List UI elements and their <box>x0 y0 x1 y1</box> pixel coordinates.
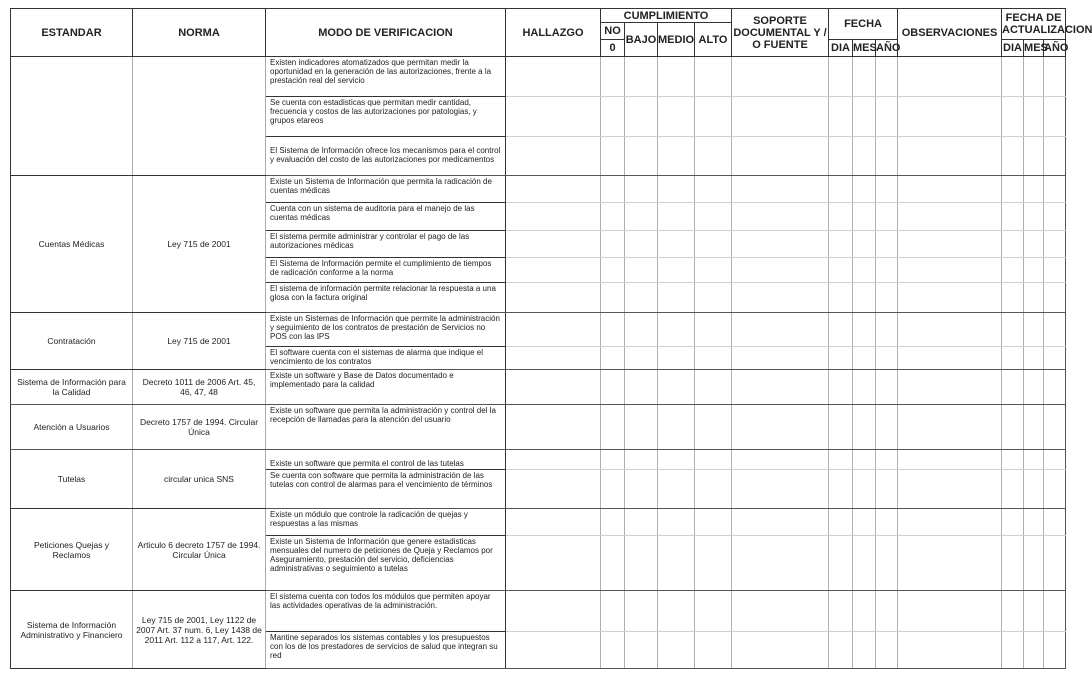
norma-cell: circular unica SNS <box>133 450 266 509</box>
act-anio-cell[interactable] <box>1044 203 1066 231</box>
alto-cell[interactable] <box>695 370 732 405</box>
medio-cell[interactable] <box>658 283 695 313</box>
anio-cell[interactable] <box>876 509 898 536</box>
alto-cell[interactable] <box>695 283 732 313</box>
act-mes-cell[interactable] <box>1024 536 1044 591</box>
dia-cell[interactable] <box>829 176 853 203</box>
mes-cell[interactable] <box>853 347 876 370</box>
soporte-cell[interactable] <box>732 313 829 347</box>
soporte-cell[interactable] <box>732 203 829 231</box>
header-fecha-actualizacion: FECHA DE ACTUALIZACION <box>1002 9 1066 40</box>
mes-cell[interactable] <box>853 450 876 470</box>
dia-cell[interactable] <box>829 405 853 450</box>
dia-cell[interactable] <box>829 347 853 370</box>
act-dia-cell[interactable] <box>1002 203 1024 231</box>
observaciones-cell[interactable] <box>898 632 1002 669</box>
mes-cell[interactable] <box>853 405 876 450</box>
table-row <box>11 591 1066 632</box>
observaciones-cell[interactable] <box>898 176 1002 203</box>
act-mes-cell[interactable] <box>1024 176 1044 203</box>
act-dia-cell[interactable] <box>1002 283 1024 313</box>
mes-cell[interactable] <box>853 536 876 591</box>
estandar-cell: Sistema de Información Administrativo y Financiero <box>11 591 133 669</box>
act-mes-cell[interactable] <box>1024 632 1044 669</box>
act-dia-cell[interactable] <box>1002 57 1024 97</box>
hallazgo-cell[interactable] <box>506 137 601 176</box>
medio-cell[interactable] <box>658 632 695 669</box>
dia-cell[interactable] <box>829 313 853 347</box>
act-dia-cell[interactable] <box>1002 470 1024 509</box>
table-row <box>11 313 1066 347</box>
act-dia-cell[interactable] <box>1002 509 1024 536</box>
dia-cell[interactable] <box>829 203 853 231</box>
header-hallazgo: HALLAZGO <box>506 9 601 57</box>
hallazgo-cell[interactable] <box>506 450 601 470</box>
act-anio-cell[interactable] <box>1044 591 1066 632</box>
norma-cell: Ley 715 de 2001, Ley 1122 de 2007 Art. 37 num. 6, Ley 1438 de 2011 Art. 112 a 117, Art. 122. <box>133 591 266 669</box>
modo-verificacion-cell: Se cuenta con software que permita la administración de las tutelas con control de alarmas para el vencimiento de términos <box>266 470 506 509</box>
mes-cell[interactable] <box>853 231 876 258</box>
hallazgo-cell[interactable] <box>506 203 601 231</box>
act-dia-cell[interactable] <box>1002 313 1024 347</box>
act-mes-cell[interactable] <box>1024 231 1044 258</box>
header-fecha: FECHA <box>829 9 898 40</box>
act-anio-cell[interactable] <box>1044 632 1066 669</box>
estandar-cell: Cuentas Médicas <box>11 176 133 313</box>
bajo-cell[interactable] <box>625 536 658 591</box>
observaciones-cell[interactable] <box>898 203 1002 231</box>
mes-cell[interactable] <box>853 370 876 405</box>
medio-cell[interactable] <box>658 137 695 176</box>
act-dia-cell[interactable] <box>1002 536 1024 591</box>
estandar-cell: Tutelas <box>11 450 133 509</box>
no-cell[interactable] <box>601 347 625 370</box>
act-anio-cell[interactable] <box>1044 536 1066 591</box>
observaciones-cell[interactable] <box>898 347 1002 370</box>
medio-cell[interactable] <box>658 313 695 347</box>
hallazgo-cell[interactable] <box>506 176 601 203</box>
modo-verificacion-cell: Existen indicadores atomatizados que permitan medir la oportunidad en la generación de las autorizaciones, frente a la prestación real del servicio <box>266 57 506 97</box>
alto-cell[interactable] <box>695 347 732 370</box>
table-row <box>11 405 1066 450</box>
bajo-cell[interactable] <box>625 509 658 536</box>
act-anio-cell[interactable] <box>1044 57 1066 97</box>
bajo-cell[interactable] <box>625 405 658 450</box>
act-mes-cell[interactable] <box>1024 405 1044 450</box>
table-row <box>11 57 1066 97</box>
hallazgo-cell[interactable] <box>506 57 601 97</box>
norma-cell: Ley 715 de 2001 <box>133 176 266 313</box>
act-dia-cell[interactable] <box>1002 258 1024 283</box>
observaciones-cell[interactable] <box>898 137 1002 176</box>
observaciones-cell[interactable] <box>898 313 1002 347</box>
mes-cell[interactable] <box>853 97 876 137</box>
medio-cell[interactable] <box>658 536 695 591</box>
act-anio-cell[interactable] <box>1044 283 1066 313</box>
alto-cell[interactable] <box>695 258 732 283</box>
soporte-cell[interactable] <box>732 470 829 509</box>
alto-cell[interactable] <box>695 203 732 231</box>
alto-cell[interactable] <box>695 231 732 258</box>
bajo-cell[interactable] <box>625 632 658 669</box>
observaciones-cell[interactable] <box>898 97 1002 137</box>
alto-cell[interactable] <box>695 632 732 669</box>
estandar-cell <box>11 57 133 176</box>
modo-verificacion-cell: Existe un Sistema de Información que permita la radicación de cuentas médicas <box>266 176 506 203</box>
table-row <box>11 509 1066 536</box>
header-estandar: ESTANDAR <box>11 9 133 57</box>
medio-cell[interactable] <box>658 176 695 203</box>
act-dia-cell[interactable] <box>1002 591 1024 632</box>
modo-verificacion-cell: El software cuenta con el sistemas de alarma que indique el vencimiento de los contratos <box>266 347 506 370</box>
soporte-cell[interactable] <box>732 97 829 137</box>
observaciones-cell[interactable] <box>898 231 1002 258</box>
bajo-cell[interactable] <box>625 450 658 470</box>
dia-cell[interactable] <box>829 450 853 470</box>
norma-cell: Decreto 1011 de 2006 Art. 45, 46, 47, 48 <box>133 370 266 405</box>
mes-cell[interactable] <box>853 57 876 97</box>
anio-cell[interactable] <box>876 405 898 450</box>
norma-cell: Articulo 6 decreto 1757 de 1994. Circular Única <box>133 509 266 591</box>
header-cumplimiento: CUMPLIMIENTO <box>601 9 732 23</box>
observaciones-cell[interactable] <box>898 57 1002 97</box>
soporte-cell[interactable] <box>732 137 829 176</box>
header-norma: NORMA <box>133 9 266 57</box>
modo-verificacion-cell: Existe un Sistemas de Información que permite la administración y seguimiento de los contratos de prestación de Servicios no POS con las IPS <box>266 313 506 347</box>
hallazgo-cell[interactable] <box>506 313 601 347</box>
bajo-cell[interactable] <box>625 258 658 283</box>
alto-cell[interactable] <box>695 176 732 203</box>
act-mes-cell[interactable] <box>1024 97 1044 137</box>
dia-cell[interactable] <box>829 632 853 669</box>
hallazgo-cell[interactable] <box>506 258 601 283</box>
anio-cell[interactable] <box>876 283 898 313</box>
mes-cell[interactable] <box>853 283 876 313</box>
no-cell[interactable] <box>601 632 625 669</box>
alto-cell[interactable] <box>695 137 732 176</box>
act-anio-cell[interactable] <box>1044 347 1066 370</box>
anio-cell[interactable] <box>876 370 898 405</box>
act-mes-cell[interactable] <box>1024 137 1044 176</box>
no-cell[interactable] <box>601 176 625 203</box>
header-dia: DIA <box>829 40 853 57</box>
no-cell[interactable] <box>601 283 625 313</box>
dia-cell[interactable] <box>829 591 853 632</box>
dia-cell[interactable] <box>829 509 853 536</box>
header-observaciones: OBSERVACIONES <box>898 9 1002 57</box>
no-cell[interactable] <box>601 231 625 258</box>
mes-cell[interactable] <box>853 137 876 176</box>
act-mes-cell[interactable] <box>1024 347 1044 370</box>
no-cell[interactable] <box>601 370 625 405</box>
act-dia-cell[interactable] <box>1002 231 1024 258</box>
act-anio-cell[interactable] <box>1044 470 1066 509</box>
medio-cell[interactable] <box>658 97 695 137</box>
hallazgo-cell[interactable] <box>506 97 601 137</box>
table-row <box>11 370 1066 405</box>
estandar-cell: Contratación <box>11 313 133 370</box>
act-anio-cell[interactable] <box>1044 405 1066 450</box>
dia-cell[interactable] <box>829 231 853 258</box>
mes-cell[interactable] <box>853 632 876 669</box>
modo-verificacion-cell: Existe un software que permita la administración y control del la recepción de llamadas para la atención del usuario <box>266 405 506 450</box>
dia-cell[interactable] <box>829 536 853 591</box>
no-cell[interactable] <box>601 509 625 536</box>
medio-cell[interactable] <box>658 347 695 370</box>
bajo-cell[interactable] <box>625 470 658 509</box>
modo-verificacion-cell: El sistema de información permite relacionar la respuesta a una glosa con la factura original <box>266 283 506 313</box>
mes-cell[interactable] <box>853 509 876 536</box>
bajo-cell[interactable] <box>625 370 658 405</box>
alto-cell[interactable] <box>695 57 732 97</box>
header-anio: AÑO <box>876 40 898 57</box>
mes-cell[interactable] <box>853 470 876 509</box>
medio-cell[interactable] <box>658 57 695 97</box>
anio-cell[interactable] <box>876 347 898 370</box>
no-cell[interactable] <box>601 258 625 283</box>
soporte-cell[interactable] <box>732 258 829 283</box>
soporte-cell[interactable] <box>732 370 829 405</box>
no-cell[interactable] <box>601 57 625 97</box>
no-cell[interactable] <box>601 450 625 470</box>
act-anio-cell[interactable] <box>1044 370 1066 405</box>
anio-cell[interactable] <box>876 231 898 258</box>
act-mes-cell[interactable] <box>1024 283 1044 313</box>
hallazgo-cell[interactable] <box>506 591 601 632</box>
soporte-cell[interactable] <box>732 591 829 632</box>
act-mes-cell[interactable] <box>1024 450 1044 470</box>
dia-cell[interactable] <box>829 258 853 283</box>
act-mes-cell[interactable] <box>1024 258 1044 283</box>
anio-cell[interactable] <box>876 97 898 137</box>
anio-cell[interactable] <box>876 450 898 470</box>
dia-cell[interactable] <box>829 470 853 509</box>
modo-verificacion-cell: Existe un software y Base de Datos documentado e implementado para la calidad <box>266 370 506 405</box>
table-body <box>11 57 1066 669</box>
estandar-cell: Peticiones Quejas y Reclamos <box>11 509 133 591</box>
no-cell[interactable] <box>601 313 625 347</box>
header-mes: MES <box>853 40 876 57</box>
act-mes-cell[interactable] <box>1024 313 1044 347</box>
hallazgo-cell[interactable] <box>506 509 601 536</box>
estandar-cell: Sistema de Información para la Calidad <box>11 370 133 405</box>
mes-cell[interactable] <box>853 591 876 632</box>
act-anio-cell[interactable] <box>1044 137 1066 176</box>
modo-verificacion-cell: Se cuenta con estadisticas que permitan medir cantidad, frecuencia y costos de las autorizaciones por patologias, y grupos etareos <box>266 97 506 137</box>
observaciones-cell[interactable] <box>898 258 1002 283</box>
act-mes-cell[interactable] <box>1024 591 1044 632</box>
act-dia-cell[interactable] <box>1002 405 1024 450</box>
hallazgo-cell[interactable] <box>506 470 601 509</box>
act-anio-cell[interactable] <box>1044 176 1066 203</box>
act-mes-cell[interactable] <box>1024 370 1044 405</box>
no-cell[interactable] <box>601 203 625 231</box>
medio-cell[interactable] <box>658 231 695 258</box>
alto-cell[interactable] <box>695 536 732 591</box>
modo-verificacion-cell: Cuenta con un sistema de auditoria para el manejo de las cuentas médicas <box>266 203 506 231</box>
header-bajo: BAJO <box>625 23 658 57</box>
norma-cell: Ley 715 de 2001 <box>133 313 266 370</box>
dia-cell[interactable] <box>829 283 853 313</box>
anio-cell[interactable] <box>876 203 898 231</box>
soporte-cell[interactable] <box>732 176 829 203</box>
anio-cell[interactable] <box>876 632 898 669</box>
act-dia-cell[interactable] <box>1002 347 1024 370</box>
medio-cell[interactable] <box>658 591 695 632</box>
act-mes-cell[interactable] <box>1024 57 1044 97</box>
medio-cell[interactable] <box>658 405 695 450</box>
alto-cell[interactable] <box>695 591 732 632</box>
anio-cell[interactable] <box>876 176 898 203</box>
act-anio-cell[interactable] <box>1044 509 1066 536</box>
bajo-cell[interactable] <box>625 313 658 347</box>
act-dia-cell[interactable] <box>1002 176 1024 203</box>
header-modo: MODO DE VERIFICACION <box>266 9 506 57</box>
medio-cell[interactable] <box>658 203 695 231</box>
medio-cell[interactable] <box>658 470 695 509</box>
header-soporte: SOPORTE DOCUMENTAL Y / O FUENTE <box>732 9 829 57</box>
header-alto: ALTO <box>695 23 732 57</box>
medio-cell[interactable] <box>658 258 695 283</box>
mes-cell[interactable] <box>853 176 876 203</box>
soporte-cell[interactable] <box>732 536 829 591</box>
header-cero: 0 <box>601 40 625 57</box>
act-dia-cell[interactable] <box>1002 632 1024 669</box>
no-cell[interactable] <box>601 470 625 509</box>
estandar-cell: Atención a Usuarios <box>11 405 133 450</box>
no-cell[interactable] <box>601 405 625 450</box>
medio-cell[interactable] <box>658 509 695 536</box>
no-cell[interactable] <box>601 536 625 591</box>
norma-cell <box>133 57 266 176</box>
act-dia-cell[interactable] <box>1002 450 1024 470</box>
anio-cell[interactable] <box>876 313 898 347</box>
no-cell[interactable] <box>601 97 625 137</box>
bajo-cell[interactable] <box>625 57 658 97</box>
observaciones-cell[interactable] <box>898 370 1002 405</box>
dia-cell[interactable] <box>829 137 853 176</box>
act-dia-cell[interactable] <box>1002 370 1024 405</box>
act-mes-cell[interactable] <box>1024 203 1044 231</box>
dia-cell[interactable] <box>829 97 853 137</box>
bajo-cell[interactable] <box>625 137 658 176</box>
anio-cell[interactable] <box>876 258 898 283</box>
header-no: NO <box>601 23 625 40</box>
header-anio-actualizacion: AÑO <box>1044 40 1066 57</box>
hallazgo-cell[interactable] <box>506 405 601 450</box>
dia-cell[interactable] <box>829 57 853 97</box>
header-medio: MEDIO <box>658 23 695 57</box>
soporte-cell[interactable] <box>732 231 829 258</box>
alto-cell[interactable] <box>695 509 732 536</box>
bajo-cell[interactable] <box>625 176 658 203</box>
alto-cell[interactable] <box>695 470 732 509</box>
anio-cell[interactable] <box>876 137 898 176</box>
modo-verificacion-cell: Existe un software que permita el control de las tutelas <box>266 450 506 470</box>
act-anio-cell[interactable] <box>1044 313 1066 347</box>
bajo-cell[interactable] <box>625 347 658 370</box>
norma-cell: Decreto 1757 de 1994. Circular Única <box>133 405 266 450</box>
soporte-cell[interactable] <box>732 450 829 470</box>
observaciones-cell[interactable] <box>898 470 1002 509</box>
soporte-cell[interactable] <box>732 283 829 313</box>
act-anio-cell[interactable] <box>1044 258 1066 283</box>
soporte-cell[interactable] <box>732 509 829 536</box>
alto-cell[interactable] <box>695 313 732 347</box>
dia-cell[interactable] <box>829 370 853 405</box>
hallazgo-cell[interactable] <box>506 632 601 669</box>
bajo-cell[interactable] <box>625 231 658 258</box>
hallazgo-cell[interactable] <box>506 231 601 258</box>
no-cell[interactable] <box>601 591 625 632</box>
alto-cell[interactable] <box>695 97 732 137</box>
hallazgo-cell[interactable] <box>506 536 601 591</box>
header-mes-actualizacion: MES <box>1024 40 1044 57</box>
alto-cell[interactable] <box>695 405 732 450</box>
soporte-cell[interactable] <box>732 347 829 370</box>
observaciones-cell[interactable] <box>898 591 1002 632</box>
modo-verificacion-cell: El sistema cuenta con todos los módulos que permiten apoyar las actividades operativas de la administración. <box>266 591 506 632</box>
act-mes-cell[interactable] <box>1024 470 1044 509</box>
observaciones-cell[interactable] <box>898 450 1002 470</box>
medio-cell[interactable] <box>658 370 695 405</box>
act-dia-cell[interactable] <box>1002 137 1024 176</box>
bajo-cell[interactable] <box>625 283 658 313</box>
bajo-cell[interactable] <box>625 203 658 231</box>
act-anio-cell[interactable] <box>1044 450 1066 470</box>
modo-verificacion-cell: El sistema permite administrar y controlar el pago de las autorizaciones médicas <box>266 231 506 258</box>
mes-cell[interactable] <box>853 258 876 283</box>
bajo-cell[interactable] <box>625 97 658 137</box>
observaciones-cell[interactable] <box>898 536 1002 591</box>
observaciones-cell[interactable] <box>898 405 1002 450</box>
medio-cell[interactable] <box>658 450 695 470</box>
observaciones-cell[interactable] <box>898 509 1002 536</box>
anio-cell[interactable] <box>876 57 898 97</box>
modo-verificacion-cell: Existe un módulo que controle la radicación de quejas y respuestas a las mismas <box>266 509 506 536</box>
anio-cell[interactable] <box>876 591 898 632</box>
observaciones-cell[interactable] <box>898 283 1002 313</box>
soporte-cell[interactable] <box>732 57 829 97</box>
hallazgo-cell[interactable] <box>506 370 601 405</box>
table-row <box>11 176 1066 203</box>
anio-cell[interactable] <box>876 470 898 509</box>
modo-verificacion-cell: El Sistema de Información ofrece los mecanismos para el control y evaluación del costo de las autorizaciones por medicamentos <box>266 137 506 176</box>
header-dia-actualizacion: DIA <box>1002 40 1024 57</box>
soporte-cell[interactable] <box>732 405 829 450</box>
act-anio-cell[interactable] <box>1044 97 1066 137</box>
hallazgo-cell[interactable] <box>506 283 601 313</box>
verification-table <box>10 8 1092 669</box>
no-cell[interactable] <box>601 137 625 176</box>
act-anio-cell[interactable] <box>1044 231 1066 258</box>
mes-cell[interactable] <box>853 203 876 231</box>
modo-verificacion-cell: Mantine separados los sistemas contables y los presupuestos con los de los prestadores de servicios de salud que integran su red <box>266 632 506 669</box>
hallazgo-cell[interactable] <box>506 347 601 370</box>
soporte-cell[interactable] <box>732 632 829 669</box>
table-row <box>11 450 1066 470</box>
modo-verificacion-cell: El Sistema de Información permite el cumplimiento de tiempos de radicación conforme a la norma <box>266 258 506 283</box>
mes-cell[interactable] <box>853 313 876 347</box>
bajo-cell[interactable] <box>625 591 658 632</box>
act-mes-cell[interactable] <box>1024 509 1044 536</box>
alto-cell[interactable] <box>695 450 732 470</box>
modo-verificacion-cell: Existe un Sistema de Información que genere estadisticas mensuales del numero de peticiones de Queja y Reclamos por Aseguramiento, prestación del servicio, deficiencias administrativas o seguimiento a tutelas <box>266 536 506 591</box>
act-dia-cell[interactable] <box>1002 97 1024 137</box>
anio-cell[interactable] <box>876 536 898 591</box>
